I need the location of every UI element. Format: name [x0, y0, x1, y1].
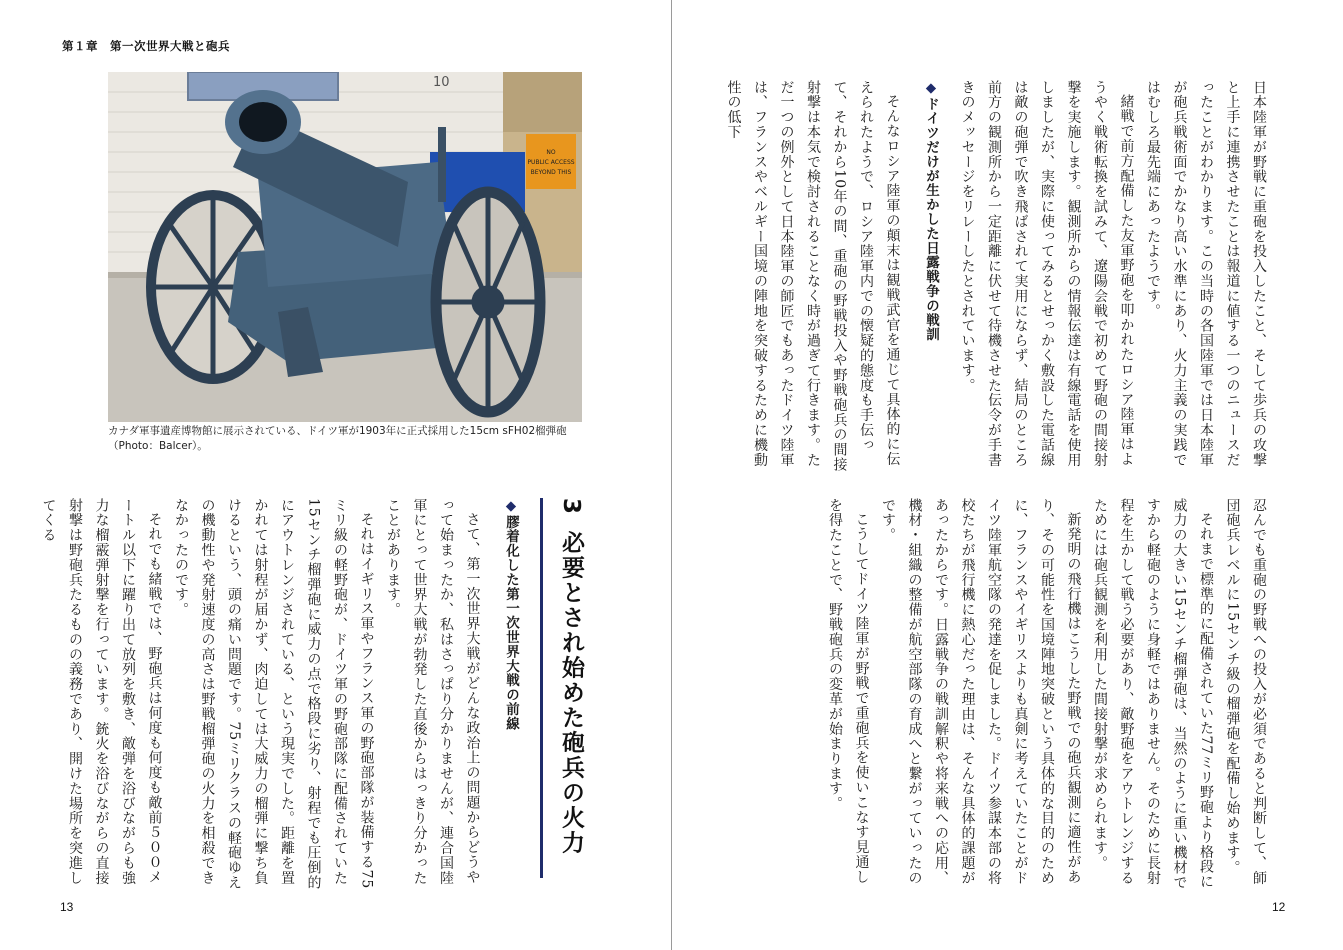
- subhead-german-lessons: ◆ドイツだけが生かした日露戦争の戦訓: [923, 80, 939, 342]
- diamond-icon: ◆: [503, 498, 519, 515]
- body-paragraph: それまで標準的に配備されていた77ミリ野砲より格段に威力の大きい15センチ榴弾砲は、当然のように重い機材ですから軽砲のように身軽ではありません。そのために長射程を生かして戦う必要があり、敵野砲をアウトレンジするためには砲兵観測を利用した間接射撃が求められます。: [1092, 498, 1214, 891]
- photo-sign-number: 10: [433, 75, 450, 90]
- right-bottom-text: [827, 498, 1272, 893]
- left-body-text: [40, 498, 534, 898]
- svg-text:NO: NO: [546, 149, 556, 156]
- body-paragraph: そんなロシア陸軍の顛末は観戦武官を通じて具体的に伝えられたようで、ロシア陸軍内での懐疑的態度も手伝って、それから10年の間、重砲の野戦投入や野戦砲兵の間接射撃は本気で検討されることなく時が過ぎて行きます。ただ一つの例外として日本陸軍の師匠でもあったドイツ陸軍は、フランスやベルギー国境の陣地を突破するために機動性の低下: [725, 80, 901, 473]
- body-paragraph: それでも緒戦では、野砲兵は何度も何度も敵前５００メートル以下に躍り出て放列を敷き、敵弾を浴びながらも強力な榴霰弾射撃を行っています。銃火を浴びながらの直接射撃は野砲兵たるものの義務であり、開けた場所を突進してくる: [40, 498, 163, 886]
- page-number-right: 12: [1272, 900, 1286, 914]
- subhead-stalemate: ◆膠着化した第一次世界大戦の前線: [503, 498, 519, 731]
- right-top-text: [725, 80, 1272, 475]
- diamond-icon: ◆: [923, 80, 939, 97]
- body-paragraph: さて、第一次世界大戦がどんな政治上の問題からどうやって始まったか、私はさっぱり分かりませんが、連合国陸軍にとって世界大戦が勃発した直後からはっきり分かったことがあります。: [385, 498, 481, 886]
- section-title-text: 必要とされ始めた砲兵の火力: [558, 530, 584, 856]
- running-head: 第１章 第一次世界大戦と砲兵: [62, 39, 230, 53]
- body-paragraph: 新発明の飛行機はこうした野戦での砲兵観測に適性があり、その可能性を国境陣地突破という具体的な目的のために、フランスやイギリスよりも真剣に考えていたことがドイツ陸軍航空隊の発達を促しました。ドイツ参謀本部の将校たちが飛行機に熱心だった理由は、そんな具体的課題があったからです。日露戦争の戦訓解釈や将来戦への応用、機材・組織の整備が航空部隊の育成へと繋がっていったのです。: [880, 498, 1082, 886]
- photo-caption-line2: （Photo：Balcer）。: [108, 440, 208, 452]
- body-paragraph: 忍んでも重砲の野戦への投入が必須であると判断して、師団砲兵レベルに15センチ級の榴弾砲を配備し始めます。: [1224, 498, 1267, 886]
- section-title: [540, 498, 593, 878]
- right-page: [672, 0, 1343, 950]
- svg-text:PUBLIC ACCESS: PUBLIC ACCESS: [527, 159, 575, 166]
- photo-caption: [108, 424, 598, 454]
- svg-text:BEYOND THIS: BEYOND THIS: [530, 169, 572, 176]
- body-paragraph: それはイギリス軍やフランス軍の野砲部隊が装備する75ミリ級の軽野砲が、ドイツ軍の野砲部隊に配備されていた15センチ榴弾砲に威力の点で格段に劣り、射程でも圧倒的にアウトレンジされている、という現実でした。距離を置かれては射程が届かず、肉迫しては大威力の榴弾に撃ち負けるという、頭の痛い問題です。75ミリクラスの軽砲ゆえの機動性や発射速度の高さは野戦榴弾砲の火力を相殺できなかったのです。: [173, 498, 375, 891]
- left-page: [0, 0, 671, 950]
- body-paragraph: こうしてドイツ陸軍が野戦で重砲兵を使いこなす見通しを得たことで、野戦砲兵の変革が始まります。: [827, 498, 870, 885]
- photo-caption-line1: カナダ軍事遺産博物館に展示されている、ドイツ軍が1903年に正式採用した15cm sFH02榴弾砲: [108, 425, 567, 437]
- body-paragraph: 緒戦で前方配備した友軍野砲を叩かれたロシア陸軍はようやく戦術転換を試みて、遼陽会戦で初めて野砲の間接射撃を実施します。観測所からの情報伝達は有線電話を使用しましたが、実際に使ってみるとせっかく敷設した電話線は敵の砲弾で吹き飛ばされて実用にならず、結局のところ前方の観測所から一定距離に伏せて待機させた伝令が手書きのメッセージをリレーしたとされています。: [959, 80, 1135, 468]
- section-number: 3: [558, 498, 584, 517]
- body-paragraph: 日本陸軍が野戦に重砲を投入したこと、そして歩兵の攻撃と上手に連携させたことは報道に値する一つのニュースだったことがわかります。この当時の各国陸軍では日本陸軍が砲兵戦術面でかなり高い水準にあり、火力主義の実践ではむしろ最先端にあったようです。: [1145, 80, 1267, 468]
- howitzer-photo: [108, 72, 582, 422]
- page-number-left: 13: [60, 900, 74, 914]
